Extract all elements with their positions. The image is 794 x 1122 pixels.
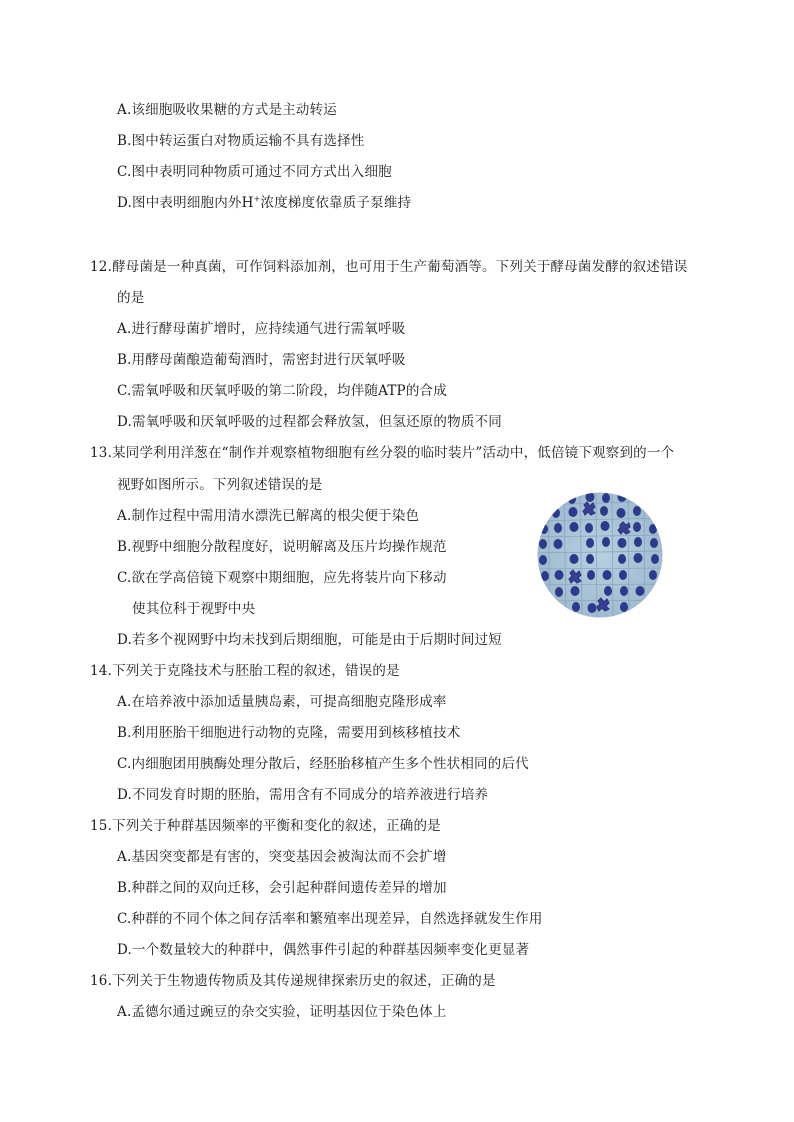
q12-option-d: D.需氧呼吸和厌氧呼吸的过程都会释放氢，但氢还原的物质不同 xyxy=(117,414,502,430)
q12-stem-continuation: 的是 xyxy=(117,290,145,306)
q12-option-b: B.用酵母菌酿造葡萄酒时，需密封进行厌氧呼吸 xyxy=(117,352,406,368)
q11-option-b: B.图中转运蛋白对物质运输不具有选择性 xyxy=(117,133,365,149)
q11-option-d-superscript: + xyxy=(253,194,261,204)
q15-option-d: D.一个数量较大的种群中，偶然事件引起的种群基因频率变化更显著 xyxy=(117,942,530,958)
micrograph-image xyxy=(536,491,664,619)
q14-option-a: A.在培养液中添加适量胰岛素，可提高细胞克隆形成率 xyxy=(117,694,447,710)
q11-option-c: C.图中表明同种物质可通过不同方式出入细胞 xyxy=(117,164,392,180)
q15-stem: 15.下列关于种群基因频率的平衡和变化的叙述，正确的是 xyxy=(90,818,441,834)
q16-option-a: A.孟德尔通过豌豆的杂交实验，证明基因位于染色体上 xyxy=(117,1004,447,1020)
q14-option-b: B.利用胚胎干细胞进行动物的克隆，需要用到核移植技术 xyxy=(117,725,461,741)
q12-option-c: C.需氧呼吸和厌氧呼吸的第二阶段，均伴随ATP的合成 xyxy=(117,383,447,399)
q11-option-d xyxy=(117,194,411,212)
q14-option-d: D.不同发育时期的胚胎，需用含有不同成分的培养液进行培养 xyxy=(117,787,489,803)
q15-option-c: C.种群的不同个体之间存活率和繁殖率出现差异，自然选择就发生作用 xyxy=(117,911,543,927)
q15-option-a: A.基因突变都是有害的，突变基因会被淘汰而不会扩增 xyxy=(117,849,447,865)
q11-option-d-head: D.图中表明细胞内外H xyxy=(117,195,254,211)
q14-option-c: C.内细胞团用胰酶处理分散后，经胚胎移植产生多个性状相同的后代 xyxy=(117,756,529,772)
q12-option-a: A.进行酵母菌扩增时，应持续通气进行需氧呼吸 xyxy=(117,321,406,337)
q13-stem: 13.某同学利用洋葱在“制作并观察植物细胞有丝分裂的临时装片”活动中，低倍镜下观察到的一个 xyxy=(90,445,675,461)
q13-option-a: A.制作过程中需用清水漂洗已解离的根尖便于染色 xyxy=(117,508,420,524)
q13-option-d: D.若多个视网野中均未找到后期细胞，可能是由于后期时间过短 xyxy=(117,632,502,648)
q14-stem: 14.下列关于克隆技术与胚胎工程的叙述，错误的是 xyxy=(90,663,400,679)
q15-option-b: B.种群之间的双向迁移，会引起种群间遗传差异的增加 xyxy=(117,880,447,896)
q13-option-c-continuation: 使其位科于视野中央 xyxy=(132,601,256,617)
micrograph-icon xyxy=(536,491,664,619)
q12-stem: 12.酵母菌是一种真菌，可作饲料添加剂，也可用于生产葡萄酒等。下列关于酵母菌发酵的叙述错误 xyxy=(90,259,688,275)
q13-stem-continuation: 视野如图所示。下列叙述错误的是 xyxy=(117,477,323,493)
q11-option-d-tail: 浓度梯度依靠质子泵维持 xyxy=(260,195,412,211)
q13-option-b: B.视野中细胞分散程度好，说明解离及压片均操作规范 xyxy=(117,539,447,555)
q13-option-c: C.欲在学高倍镜下观察中期细胞，应先将装片向下移动 xyxy=(117,570,447,586)
q11-option-a: A.该细胞吸收果糖的方式是主动转运 xyxy=(117,102,337,118)
q16-stem: 16.下列关于生物遗传物质及其传递规律探索历史的叙述，正确的是 xyxy=(90,973,496,989)
